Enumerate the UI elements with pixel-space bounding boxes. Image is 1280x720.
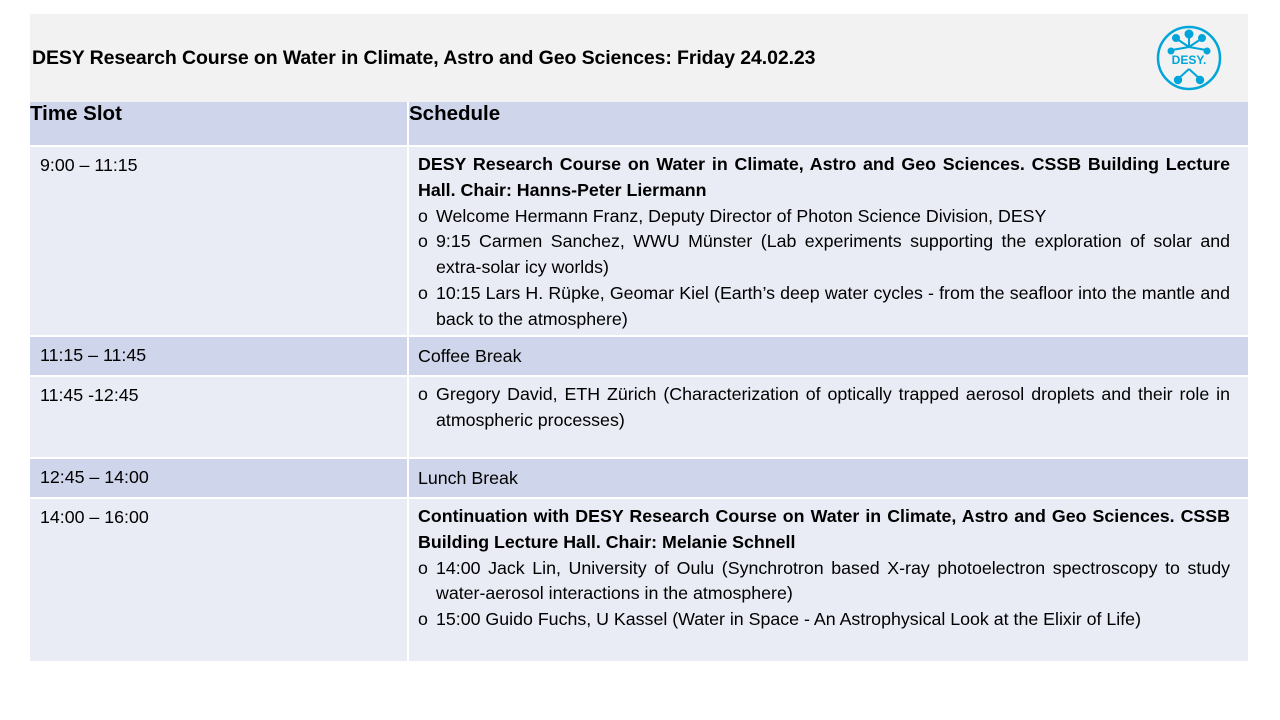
talk-item: [418, 281, 1230, 333]
bullet-icon: o: [418, 231, 428, 252]
break-label: Lunch Break: [408, 458, 1248, 498]
talk-text: 14:00 Jack Lin, University of Oulu (Synchrotron based X-ray photoelectron spectroscopy to study water-aerosol interactions in the atmosphere): [436, 557, 1230, 604]
slide-header: [30, 14, 1248, 102]
talk-text: Welcome Hermann Franz, Deputy Director of Photon Science Division, DESY: [436, 205, 1047, 226]
desy-logo: [1154, 23, 1224, 93]
time-slot-cell: 14:00 – 16:00: [30, 498, 408, 661]
talk-text: 15:00 Guido Fuchs, U Kassel (Water in Space - An Astrophysical Look at the Elixir of Life): [436, 609, 1141, 630]
schedule-cell: [408, 376, 1248, 458]
talk-item: [418, 229, 1230, 281]
talk-text: Gregory David, ETH Zürich (Characterization of optically trapped aerosol droplets and their role in atmospheric processes): [436, 384, 1230, 430]
bullet-icon: o: [418, 282, 428, 303]
schedule-table: [30, 102, 1248, 661]
table-row: [30, 376, 1248, 458]
time-slot-cell: 11:45 -12:45: [30, 376, 408, 458]
bullet-icon: o: [418, 609, 428, 630]
table-row: [30, 146, 1248, 336]
page-title: DESY Research Course on Water in Climate, Astro and Geo Sciences: Friday 24.02.23: [32, 47, 816, 69]
time-slot-cell: 12:45 – 14:00: [30, 458, 408, 498]
talk-item: [418, 382, 1230, 434]
time-slot-cell: 9:00 – 11:15: [30, 146, 408, 336]
session-title: DESY Research Course on Water in Climate, Astro and Geo Sciences. CSSB Building Lecture Hall. Chair: Hanns-Peter Liermann: [418, 154, 1230, 200]
talk-text: 10:15 Lars H. Rüpke, Geomar Kiel (Earth’s deep water cycles - from the seafloor into the mantle and back to the atmosphere): [436, 282, 1230, 329]
talk-item: [418, 204, 1230, 230]
break-label: Coffee Break: [408, 336, 1248, 376]
column-header-schedule: Schedule: [408, 102, 1248, 146]
column-header-time-slot: Time Slot: [30, 102, 408, 146]
time-slot-cell: 11:15 – 11:45: [30, 336, 408, 376]
logo-text: DESY.: [1171, 53, 1207, 67]
talk-item: [418, 556, 1230, 608]
talk-text: 9:15 Carmen Sanchez, WWU Münster (Lab experiments supporting the exploration of solar and extra-solar icy worlds): [436, 231, 1230, 278]
table-row: [30, 498, 1248, 661]
bullet-icon: o: [418, 384, 428, 404]
schedule-cell: [408, 498, 1248, 661]
table-header-row: [30, 102, 1248, 146]
bullet-icon: o: [418, 205, 428, 226]
bullet-icon: o: [418, 557, 428, 578]
table-row: [30, 458, 1248, 498]
session-title: Continuation with DESY Research Course on Water in Climate, Astro and Geo Sciences. CSSB Building Lecture Hall. Chair: Melanie Schnell: [418, 506, 1230, 552]
table-row: [30, 336, 1248, 376]
talk-item: [418, 607, 1230, 633]
schedule-cell: [408, 146, 1248, 336]
